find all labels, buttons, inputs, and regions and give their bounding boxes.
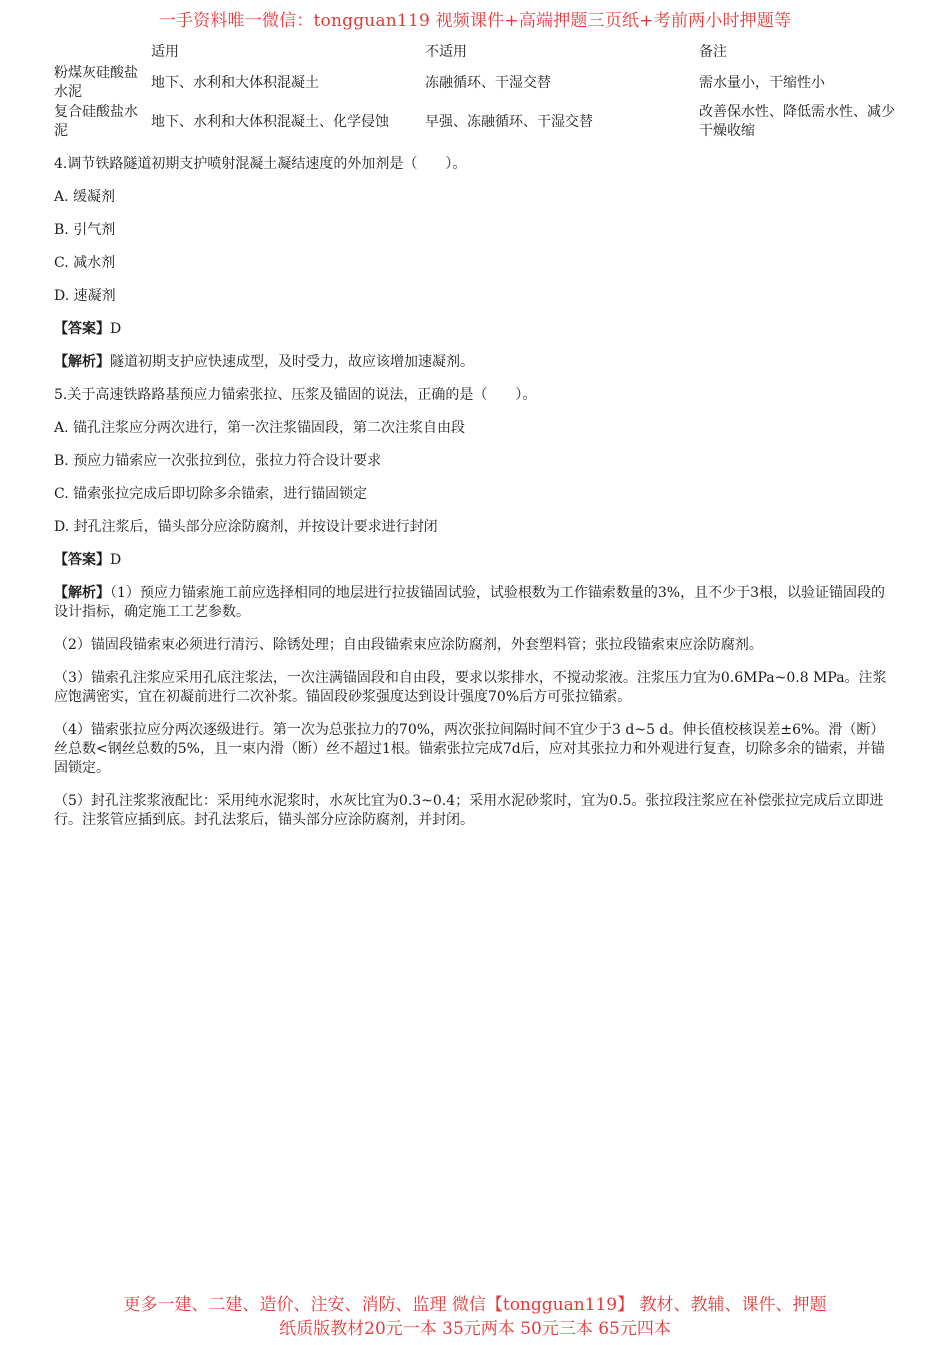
table-header-row	[54, 40, 896, 64]
q4-option-c: C. 减水剂	[54, 255, 116, 271]
explanation-text: 隧道初期支护应快速成型，及时受力，故应该增加速凝剂。	[110, 354, 474, 370]
q4-option-d: D. 速凝剂	[54, 288, 116, 304]
explanation-text: （1）预应力锚索施工前应选择相同的地层进行拉拔锚固试验，试验根数为工作锚索数量的3%，且不少于3根，以验证锚固段的设计指标，确定施工工艺参数。	[54, 585, 886, 620]
q5-option-c: C. 锚索张拉完成后即切除多余锚索，进行锚固锁定	[54, 486, 368, 502]
q5-option-d: D. 封孔注浆后，锚头部分应涂防腐剂，并按设计要求进行封闭	[54, 519, 438, 535]
q4-answer	[54, 320, 896, 339]
document-body	[54, 40, 896, 830]
table-header-cell: 适用	[151, 43, 179, 60]
q4-option-a: A. 缓凝剂	[54, 189, 116, 205]
footer-line-1: 更多一建、二建、造价、注安、消防、监理 微信【tongguan119】 教材、教辅、课件、押题	[123, 1295, 827, 1315]
cement-comparison-table	[54, 40, 896, 142]
answer-value: D	[110, 321, 122, 337]
answer-tag: 【答案】	[54, 321, 110, 337]
q4-option-b: B. 引气剂	[54, 222, 116, 238]
q5-explanation-5: （5）封孔注浆浆液配比：采用纯水泥浆时，水灰比宜为0.3~0.4；采用水泥砂浆时，宜为0.5。张拉段注浆应在补偿张拉完成后立即进行。注浆管应插到底。封孔法浆后，锚头部分应涂防腐剂，并封闭。	[54, 793, 884, 828]
table-row	[54, 102, 896, 142]
table-cell: 早强、冻融循环、干湿交替	[425, 113, 593, 130]
question-4: 4.调节铁路隧道初期支护喷射混凝土凝结速度的外加剂是（ ）。	[54, 156, 467, 172]
explanation-tag: 【解析】	[54, 585, 110, 601]
table-cell: 复合硅酸盐水泥	[54, 104, 138, 139]
answer-tag: 【答案】	[54, 552, 110, 568]
table-cell: 改善保水性、降低需水性、减少干燥收缩	[699, 104, 895, 139]
q5-explanation-2: （2）锚固段锚索束必须进行清污、除锈处理；自由段锚索束应涂防腐剂，外套塑料管；张拉段锚索束应涂防腐剂。	[54, 637, 763, 653]
table-cell: 粉煤灰硅酸盐水泥	[54, 65, 138, 100]
question-5: 5.关于高速铁路路基预应力锚索张拉、压浆及锚固的说法，正确的是（ ）。	[54, 387, 537, 403]
q4-explanation	[54, 353, 896, 372]
q5-explanation-3: （3）锚索孔注浆应采用孔底注浆法，一次注满锚固段和自由段，要求以浆排水，不搅动浆液。注浆压力宜为0.6MPa~0.8 MPa。注浆应饱满密实，宜在初凝前进行二次补浆。锚固段砂浆强度达到设计强度70%后方可张拉锚索。	[54, 670, 887, 705]
q5-explanation-1	[54, 584, 896, 622]
table-header-cell	[54, 40, 151, 64]
q5-answer	[54, 551, 896, 570]
q5-option-a: A. 锚孔注浆应分两次进行，第一次注浆锚固段，第二次注浆自由段	[54, 420, 466, 436]
footer-promo	[0, 1293, 950, 1341]
table-header-cell: 备注	[699, 43, 727, 60]
table-header-cell: 不适用	[425, 43, 467, 60]
explanation-tag: 【解析】	[54, 354, 110, 370]
footer-line-2: 纸质版教材20元一本 35元两本 50元三本 65元四本	[279, 1319, 671, 1339]
q5-explanation-4: （4）锚索张拉应分两次逐级进行。第一次为总张拉力的70%，两次张拉间隔时间不宜少于3 d~5 d。伸长值校核误差±6%。滑（断）丝总数<钢丝总数的5%，且一束内滑（断）丝不超过1根。锚索张拉完成7d后，应对其张拉力和外观进行复查，切除多余的锚索，并锚固锁定。	[54, 722, 885, 776]
header-promo: 一手资料唯一微信：tongguan119 视频课件+高端押题三页纸+考前两小时押题等	[158, 11, 792, 31]
table-cell: 地下、水利和大体积混凝土、化学侵蚀	[151, 113, 389, 130]
answer-value: D	[110, 552, 122, 568]
q5-option-b: B. 预应力锚索应一次张拉到位，张拉力符合设计要求	[54, 453, 382, 469]
table-cell: 冻融循环、干湿交替	[425, 74, 551, 91]
table-cell: 地下、水利和大体积混凝土	[151, 74, 319, 91]
table-row	[54, 64, 896, 102]
table-cell: 需水量小，干缩性小	[699, 74, 825, 91]
